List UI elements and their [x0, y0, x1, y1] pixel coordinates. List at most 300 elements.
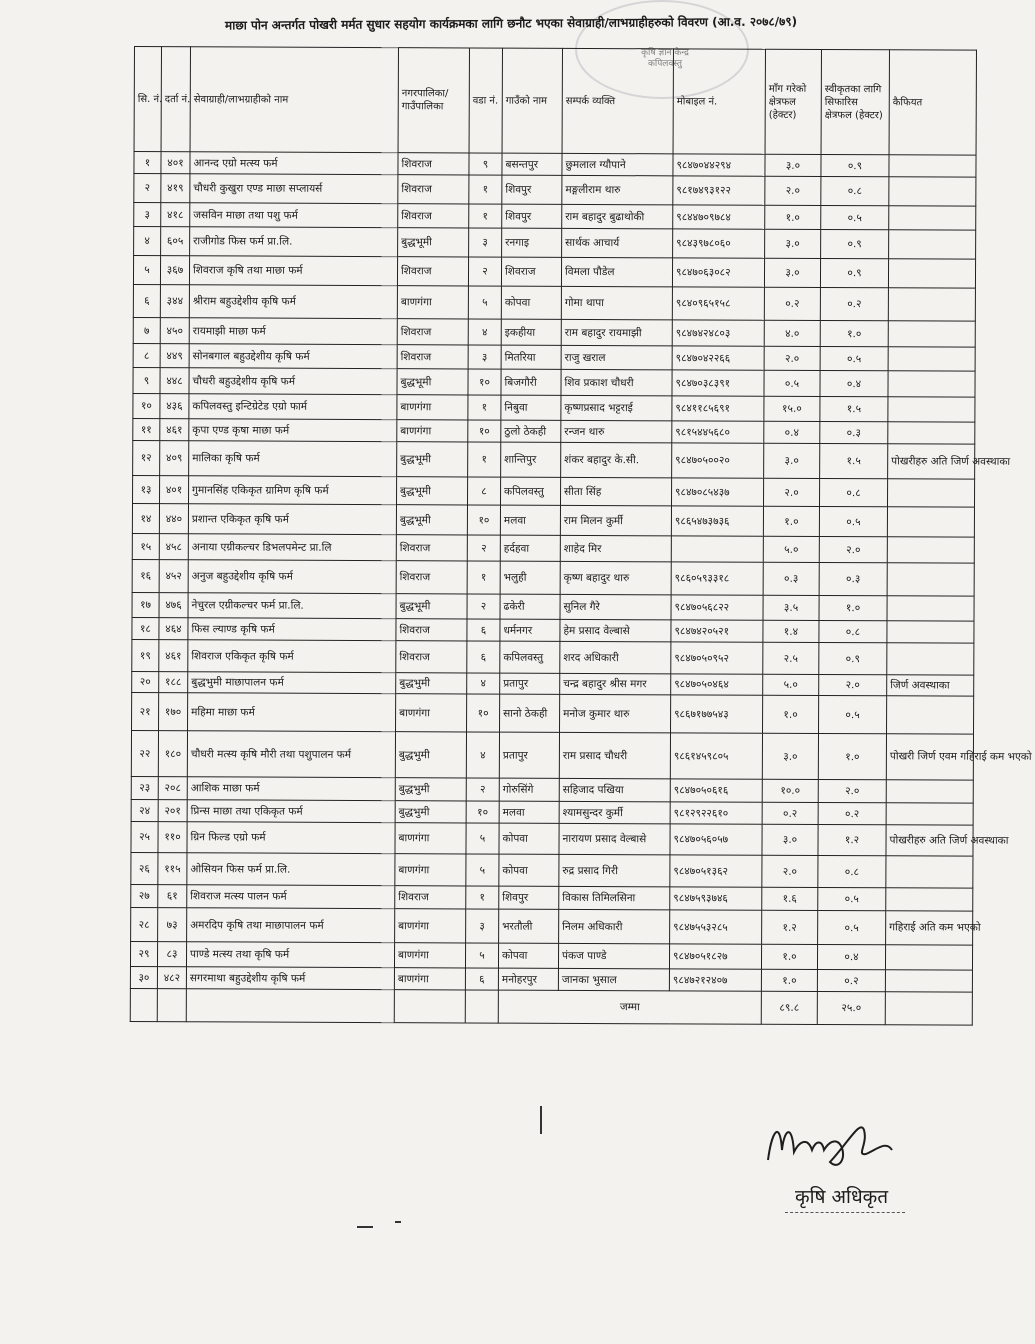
cell-village: ठुलो ठेकही	[501, 420, 561, 442]
cell-ward: १०	[466, 801, 499, 823]
cell-ward: २	[466, 778, 499, 801]
cell-sn: ११	[133, 418, 160, 440]
cell-recommended: ०.९	[821, 154, 889, 176]
cell-demand: १.०	[763, 506, 819, 536]
cell-sn: २३	[131, 776, 158, 799]
cell-ward: २	[467, 594, 500, 619]
cell-remarks	[886, 888, 973, 911]
cell-name: अनाया एग्रीकल्चर डिभलपमेन्ट प्रा.लि	[188, 534, 396, 561]
cell-mobile: ९८४७०५१८२७	[669, 944, 761, 969]
cell-remarks	[887, 537, 974, 563]
cell-person: निलम अधिकारी	[559, 909, 670, 943]
cell-remarks	[888, 371, 975, 397]
cell-name: महिमा माछा फर्म	[188, 693, 396, 732]
cell-ward: १०	[468, 420, 501, 442]
cell-ward: १	[466, 886, 499, 909]
cell-remarks: गहिराई अति कम भएको	[886, 911, 973, 945]
cell-demand: ४.०	[764, 320, 820, 346]
cell-village: भलुही	[500, 561, 560, 594]
table-row	[134, 227, 976, 260]
cell-remarks: पोखरी जिर्ण एवम गहिराई कम भएको	[886, 734, 973, 780]
cell-remarks	[887, 479, 974, 507]
cell-village: प्रतापुर	[499, 732, 559, 778]
cell-village: मनोहरपुर	[498, 968, 558, 990]
cell-village: ढकेरी	[500, 594, 560, 619]
cell-dn: ४०९	[160, 441, 189, 476]
cell-name: शिवराज कृषि तथा माछा फर्म	[189, 256, 397, 286]
cell-dn: ४०१	[161, 152, 190, 174]
cell-ward: ५	[466, 823, 499, 854]
cell-sn: २२	[131, 730, 158, 776]
cell-person: सहिजाद पखिया	[559, 778, 670, 801]
cell-demand: १.०	[765, 205, 821, 229]
cell-mobile: ९८१७४९३१२२	[673, 176, 765, 205]
cell-dn: ४६१	[160, 419, 189, 441]
cell-mobile: ९८४७०५१३६२	[670, 855, 762, 887]
signature-scribble	[760, 1110, 910, 1180]
cell-name: चौधरी कुखुरा एण्ड माछा सप्लायर्स	[190, 174, 398, 204]
cell-sn: ५	[133, 256, 160, 285]
stamp-line-2: कपिलवस्तु	[647, 59, 683, 69]
cell-sn: ४	[134, 227, 161, 256]
table-row	[131, 907, 973, 945]
header-municipality: नगरपालिका/ गाउँपालिका	[398, 48, 469, 153]
cell-remarks	[886, 780, 973, 803]
cell-name: चौधरी मत्स्य कृषि मौरी तथा पशुपालन फर्म	[187, 731, 395, 778]
cell-demand: १.४	[763, 620, 819, 642]
cell-remarks	[887, 596, 974, 621]
cell-remarks	[888, 321, 975, 347]
cell-dn: ४५०	[160, 318, 189, 344]
cell-recommended: ०.९	[819, 642, 887, 674]
signature-title: कृषि अधिकृत	[795, 1186, 889, 1208]
cell-name: प्रिन्स माछा तथा एकिकृत फर्म	[187, 800, 395, 823]
cell-person: राजु खराल	[561, 345, 672, 369]
cell-municipality: शिवराज	[396, 535, 467, 561]
cell-municipality: बाणगंगा	[395, 823, 466, 854]
cell-mobile: ९८४७४२४८०३	[672, 320, 764, 346]
cell-name: अमरदिप कृषि तथा माछापालन फर्म	[187, 908, 395, 943]
signature-underline	[785, 1212, 905, 1214]
cell-demand: ३.५	[763, 595, 819, 620]
cell-municipality: बुद्धभूमी	[397, 369, 468, 395]
cell-municipality: बुद्धभुमी	[395, 801, 466, 823]
stamp-line-1: कृषि ज्ञान केन्द्र	[641, 48, 689, 58]
cell-recommended: ०.५	[818, 910, 886, 944]
cell-mobile: ९८४७०५०४६४	[671, 674, 763, 695]
cell-person: नारायण प्रसाद वेल्बासे	[559, 823, 670, 854]
header-dn: दर्ता नं.	[161, 47, 190, 152]
cell-recommended: ०.८	[819, 620, 887, 642]
cell-dn: ४५८	[159, 534, 188, 560]
cell-mobile: ९८६५४७३७३६	[671, 506, 763, 536]
cell-mobile: ९८४११८५६९१	[672, 396, 764, 421]
cell-remarks: जिर्ण अवस्थाका	[887, 675, 974, 696]
cell-sn: १७	[132, 592, 159, 617]
table-row	[131, 852, 973, 888]
cell-recommended: १.५	[820, 443, 888, 478]
header-ward: वडा नं.	[469, 48, 502, 153]
cell-name: आनन्द एग्रो मत्स्य फर्म	[190, 152, 398, 175]
cell-recommended: ०.५	[818, 887, 886, 910]
table-body	[130, 152, 1032, 993]
cell-sn: १५	[132, 533, 159, 559]
scan-mark	[357, 1226, 373, 1228]
cell-person: मनोज कुमार थारु	[560, 694, 671, 732]
cell-village: शिवपुर	[502, 175, 562, 204]
cell-person: हेम प्रसाद वेल्बासे	[560, 619, 671, 641]
cell-sn: १९	[132, 639, 159, 671]
table-row	[132, 592, 974, 621]
cell-ward: १०	[467, 505, 500, 535]
table-row	[133, 317, 975, 347]
cell-sn: २०	[132, 671, 159, 692]
cell-sn: १८	[132, 617, 159, 639]
cell-village: धर्मनगर	[500, 619, 560, 641]
cell-village: भरतौली	[499, 909, 559, 943]
cell-village: बिजगौरी	[501, 369, 561, 395]
cell-recommended: १.५	[820, 396, 888, 421]
cell-demand: २.५	[763, 642, 819, 674]
cell-mobile: ९८६०५९३३१८	[671, 562, 763, 595]
cell-demand: ३.०	[765, 229, 821, 258]
cell-person: कृष्णप्रसाद भट्टराई	[561, 395, 672, 420]
total-recommended: २५.०	[817, 991, 885, 1024]
cell-remarks	[887, 563, 974, 596]
cell-demand: ३.०	[765, 154, 821, 176]
cell-demand: १.२	[762, 910, 818, 944]
table-row	[133, 440, 975, 479]
cell-remarks	[889, 177, 976, 206]
cell-village: कोपवा	[499, 854, 559, 886]
cell-sn: २९	[130, 941, 157, 966]
cell-name: नेचुरल एग्रीकल्चर फर्म प्रा.लि.	[188, 593, 396, 619]
cell-name: जसविन माछा तथा पशु फर्म	[190, 203, 398, 228]
cell-person: कृष्ण बहादुर थारु	[560, 561, 671, 594]
cell-ward: १	[468, 442, 501, 477]
cell-demand: ५.०	[763, 674, 819, 695]
table-row	[133, 284, 975, 321]
cell-village: हर्दहवा	[500, 535, 560, 561]
cell-name: बुद्धभुमी माछापालन फर्म	[188, 672, 396, 694]
header-contact-person: सम्पर्क व्यक्ति	[562, 48, 673, 153]
cell-mobile: ९८४७०६३०८२	[672, 258, 764, 287]
cell-sn: १०	[133, 393, 160, 418]
cell-mobile: ९८६१४५९८०५	[670, 733, 762, 779]
cell-person: राम बहादुर बुढाथोकी	[562, 204, 673, 228]
cell-remarks	[888, 259, 975, 288]
cell-recommended: ०.५	[820, 346, 888, 370]
cell-dn: ४१८	[161, 203, 190, 227]
cell-ward: २	[467, 535, 500, 561]
cell-municipality: शिवराज	[396, 619, 467, 641]
cell-mobile: ९८४०९६५१५८	[672, 287, 764, 320]
table-row	[131, 821, 973, 856]
cell-dn: ६०५	[161, 227, 190, 256]
cell-name: मालिका कृषि फर्म	[189, 441, 397, 477]
cell-village: इकहीया	[501, 319, 561, 345]
cell-demand: १.६	[762, 887, 818, 910]
cell-sn: २८	[131, 907, 158, 941]
cell-ward: ८	[468, 477, 501, 505]
cell-demand: ०.५	[764, 370, 820, 396]
cell-dn: ११५	[158, 853, 187, 885]
cell-dn: ४४८	[160, 368, 189, 394]
cell-remarks	[889, 206, 976, 230]
total-empty-cell	[465, 990, 498, 1023]
cell-mobile: ९८४७४२०५२१	[671, 620, 763, 642]
cell-mobile: ९८४७०४४२९४	[673, 154, 765, 176]
cell-recommended: ०.३	[819, 562, 887, 595]
cell-remarks: पोखरीहरु अति जिर्ण अवस्थाका	[886, 825, 973, 856]
cell-municipality: शिवराज	[398, 204, 469, 228]
cell-mobile: ९८४४७०९७८४	[673, 205, 765, 229]
cell-recommended: ०.८	[819, 478, 887, 506]
cell-remarks	[886, 803, 973, 825]
cell-ward: १	[467, 561, 500, 594]
cell-mobile: ९८४३९७८०६०	[673, 229, 765, 258]
cell-remarks	[887, 643, 974, 675]
cell-name: कृपा एण्ड कृषा माछा फर्म	[189, 419, 397, 442]
table-row	[132, 692, 974, 734]
cell-dn: ४६१	[159, 640, 188, 672]
cell-name: पाण्डे मत्स्य तथा कृषि फर्म	[186, 942, 394, 968]
cell-sn: १	[134, 152, 161, 174]
cell-mobile	[671, 536, 763, 562]
cell-ward: ५	[468, 286, 501, 319]
cell-recommended: ०.८	[821, 176, 889, 205]
cell-person: विकास तिमिलसिना	[559, 886, 670, 909]
cell-recommended: ०.५	[821, 205, 889, 229]
cell-remarks	[885, 970, 972, 992]
table-header-row	[134, 47, 976, 156]
cell-municipality: बुद्धभूमी	[397, 477, 468, 505]
table-row	[132, 559, 974, 596]
cell-recommended: २.०	[818, 779, 886, 802]
cell-dn: ४४९	[160, 344, 189, 368]
cell-demand: १५.०	[764, 396, 820, 421]
cell-dn: १८८	[159, 672, 188, 693]
page-title: माछा पोन अन्तर्गत पोखरी मर्मत सुधार सहयोग कार्यक्रमका लागि छनौट भएका सेवाग्राही/लाभग्राहीहरुको विवरण (आ.व. २०७८/७९)	[224, 14, 798, 33]
cell-sn: २६	[131, 852, 158, 884]
cell-person: रुद्र प्रसाद गिरी	[559, 854, 670, 886]
cell-dn: १७०	[159, 693, 188, 731]
cell-recommended: ०.९	[820, 258, 888, 287]
cell-sn: १४	[132, 503, 159, 533]
cell-municipality: शिवराज	[398, 153, 469, 175]
total-empty-cell	[130, 988, 157, 1021]
cell-ward: ६	[467, 641, 500, 673]
cell-recommended: ०.२	[820, 287, 888, 320]
cell-name: आशिक माछा फर्म	[187, 777, 395, 801]
header-name: सेवाग्राही/लाभग्राहीको नाम	[190, 47, 398, 153]
table-row	[133, 256, 975, 289]
cell-village: मलवा	[500, 505, 560, 535]
cell-demand: ३.०	[764, 443, 820, 478]
cell-sn: १२	[133, 440, 160, 475]
cell-dn: ४३६	[160, 394, 189, 419]
cell-municipality: बुद्धभूमी	[398, 228, 469, 257]
cell-recommended: २.०	[819, 536, 887, 562]
cell-village: शिवपुर	[502, 204, 562, 228]
cell-person: राम बहादुर रायमाझी	[561, 319, 672, 345]
cell-dn: ८३	[157, 942, 186, 967]
cell-name: प्रशान्त एकिकृत कृषि फर्म	[188, 504, 396, 535]
scan-mark	[395, 1221, 401, 1223]
header-demand-area: माँग गरेको क्षेत्रफल (हेक्टर)	[765, 49, 821, 154]
cell-recommended: १.०	[819, 595, 887, 620]
header-village: गाउँको नाम	[502, 48, 562, 153]
cell-village: सानो ठेकही	[500, 694, 560, 732]
cell-village: निबुवा	[501, 395, 561, 420]
cell-ward: ९	[469, 153, 502, 175]
cell-municipality: बाणगंगा	[394, 943, 465, 968]
cell-sn: २७	[131, 884, 158, 907]
cell-dn: २०८	[158, 777, 187, 800]
cell-municipality: बुद्धभूमी	[396, 505, 467, 535]
cell-person: रन्जन थारु	[561, 420, 672, 442]
cell-person: राम मिलन कुर्मी	[560, 505, 671, 535]
cell-remarks	[887, 696, 974, 734]
table-row	[130, 941, 972, 970]
cell-ward: १०	[467, 694, 500, 732]
cell-name: ओसियन फिस फर्म प्रा.लि.	[187, 853, 395, 886]
cell-person: शाहेद मिर	[560, 535, 671, 561]
cell-demand: ५.०	[763, 536, 819, 562]
cell-ward: ३	[469, 228, 502, 257]
table-row	[133, 393, 975, 422]
cell-recommended: १.०	[820, 320, 888, 346]
cell-remarks	[889, 230, 976, 259]
cell-sn: २४	[131, 799, 158, 821]
cell-sn: २	[134, 174, 161, 203]
cell-person: सार्थक आचार्य	[562, 228, 673, 257]
cell-dn: ६१	[158, 885, 187, 908]
cell-village: रनगाइ	[502, 228, 562, 257]
cell-person: पंकज पाण्डे	[558, 943, 669, 968]
cell-name: सगरमाथा बहुउद्देशीय कृषि फर्म	[186, 967, 394, 990]
cell-municipality: बुद्धभुमी	[396, 673, 467, 694]
cell-municipality: शिवराज	[398, 175, 469, 204]
cell-person: विमला पौडेल	[561, 257, 672, 286]
cell-ward: ४	[468, 319, 501, 345]
cell-remarks	[885, 945, 972, 970]
cell-person: शिव प्रकाश चौधरी	[561, 369, 672, 395]
header-mobile: मोबाइल नं.	[673, 49, 765, 154]
cell-demand: ३.०	[762, 733, 818, 779]
cell-name: शिवराज एकिकृत कृषि फर्म	[188, 640, 396, 673]
cell-demand: ३.०	[762, 824, 818, 855]
cell-village: प्रतापुर	[500, 673, 560, 694]
cell-dn: ४१९	[161, 174, 190, 203]
table-row	[131, 730, 973, 780]
cell-dn: ४५२	[159, 560, 188, 593]
cell-ward: ५	[466, 854, 499, 886]
cell-village: मलवा	[499, 801, 559, 823]
cell-village: शान्तिपुर	[501, 442, 561, 477]
cell-municipality: शिवराज	[395, 886, 466, 909]
cell-recommended: ०.८	[818, 855, 886, 887]
cell-village: शिवपुर	[499, 886, 559, 909]
cell-ward: १०	[468, 369, 501, 395]
cell-remarks	[887, 621, 974, 643]
cell-dn: ४८२	[157, 967, 186, 989]
cell-sn: २१	[132, 692, 159, 730]
cell-sn: ९	[133, 367, 160, 393]
cell-mobile: ९८४७०५६८२२	[671, 595, 763, 620]
cell-sn: ३	[134, 203, 161, 227]
cell-mobile: ९८४७०५०९५२	[671, 642, 763, 674]
cell-recommended: २.०	[819, 674, 887, 695]
cell-ward: ३	[468, 345, 501, 369]
cell-name: कपिलवस्तु इन्टिग्रेटेड एग्रो फार्म	[189, 394, 397, 420]
cell-mobile: ९८४७०५००२०	[672, 443, 764, 478]
beneficiary-table	[130, 46, 1032, 1026]
cell-mobile: ९८४७५५३२८५	[670, 910, 762, 944]
scan-mark	[540, 1106, 542, 1134]
cell-recommended: ०.४	[820, 370, 888, 396]
total-empty-cell	[186, 989, 394, 1023]
cell-recommended: १.०	[818, 733, 886, 779]
cell-village: कपिलवस्तु	[501, 477, 561, 505]
table-row	[133, 343, 975, 371]
cell-sn: ३०	[130, 966, 157, 988]
cell-person: मङ्गलीराम थारु	[562, 175, 673, 204]
cell-ward: १	[469, 175, 502, 204]
cell-recommended: ०.९	[821, 229, 889, 258]
cell-mobile: ९८४७०५६०५७	[670, 824, 762, 855]
cell-dn: ४७६	[159, 593, 188, 618]
cell-remarks	[889, 155, 976, 177]
table-row	[134, 174, 976, 207]
cell-recommended: ०.५	[819, 506, 887, 536]
header-recommended-area: स्वीकृतका लागि सिफारिस क्षेत्रफल (हेक्टर)	[821, 49, 889, 154]
cell-municipality: बाणगंगा	[395, 909, 466, 943]
cell-municipality: शिवराज	[396, 641, 467, 673]
table-row	[132, 503, 974, 537]
cell-name: राजीगोड फिस फर्म प्रा.लि.	[190, 227, 398, 257]
cell-sn: १६	[132, 559, 159, 592]
cell-ward: १	[468, 395, 501, 420]
cell-name: गुमानसिंह एकिकृत ग्रामिण कृषि फर्म	[189, 476, 397, 505]
cell-mobile: ९८६७१७७५४३	[671, 695, 763, 733]
header-remarks: कैफियत	[889, 50, 976, 155]
cell-demand: १०.०	[762, 779, 818, 802]
cell-ward: १	[469, 204, 502, 228]
cell-municipality: बाणगंगा	[397, 286, 468, 319]
cell-remarks	[888, 288, 975, 321]
cell-dn: ३६७	[160, 256, 189, 285]
cell-demand: २.०	[763, 478, 819, 506]
cell-dn: २०१	[158, 800, 187, 822]
cell-remarks: पोखरीहरु अति जिर्ण अवस्थाका	[888, 444, 975, 479]
cell-name: श्रीराम बहुउद्देशीय कृषि फर्म	[189, 285, 397, 319]
cell-remarks	[888, 422, 975, 444]
cell-person: शरद अधिकारी	[560, 641, 671, 673]
cell-demand: ०.३	[763, 562, 819, 595]
cell-mobile: ९८४७५९३७४६	[670, 887, 762, 910]
cell-ward: ३	[466, 909, 499, 943]
cell-sn: ८	[133, 343, 160, 367]
cell-demand: २.०	[765, 176, 821, 205]
cell-person: छुमलाल ग्यौपाने	[562, 153, 673, 175]
cell-person: सीता सिंह	[560, 477, 671, 505]
cell-mobile: ९८४७०८५४३७	[671, 478, 763, 506]
cell-village: गोरुसिंगे	[499, 778, 559, 801]
cell-remarks	[887, 507, 974, 537]
cell-remarks	[888, 397, 975, 422]
cell-municipality: शिवराज	[396, 561, 467, 594]
